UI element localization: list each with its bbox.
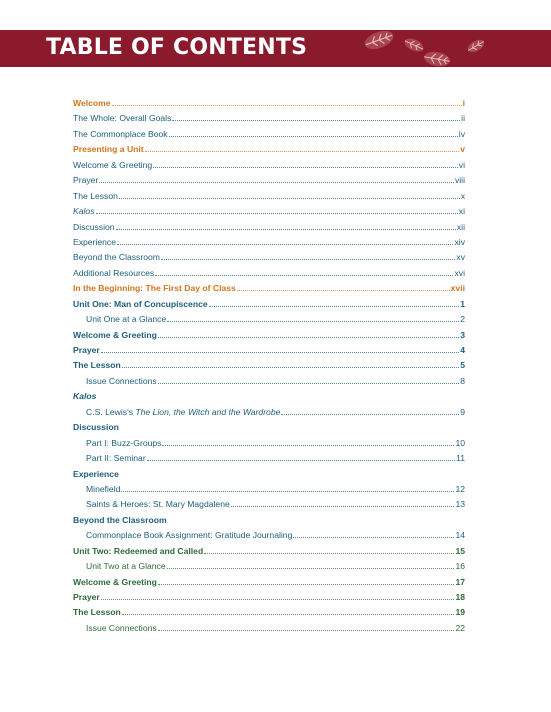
toc-entry[interactable] bbox=[73, 559, 465, 574]
toc-entry-label: Saints & Heroes: St. Mary Magdalene bbox=[86, 499, 230, 510]
toc-entry[interactable] bbox=[73, 467, 465, 482]
dot-leader bbox=[158, 377, 460, 384]
toc-entry-label: Welcome & Greeting bbox=[73, 159, 153, 170]
toc-entry-label: Unit One: Man of Concupiscence bbox=[73, 298, 208, 309]
toc-entry-label: Beyond the Classroom bbox=[73, 252, 160, 263]
toc-entry[interactable] bbox=[73, 158, 465, 173]
dot-leader bbox=[237, 284, 450, 291]
toc-entry[interactable] bbox=[73, 528, 465, 543]
toc-entry[interactable] bbox=[73, 451, 465, 466]
toc-entry[interactable] bbox=[73, 544, 465, 559]
toc-page-number: 18 bbox=[455, 592, 465, 602]
toc-entry[interactable] bbox=[73, 235, 465, 250]
toc-entry-label: Discussion bbox=[73, 221, 115, 232]
toc-page-number: viii bbox=[454, 175, 465, 186]
toc-page-number: 11 bbox=[456, 453, 465, 464]
dot-leader bbox=[167, 562, 455, 569]
toc-page-number: xiv bbox=[454, 236, 465, 247]
dot-leader bbox=[112, 99, 462, 106]
dot-leader bbox=[293, 531, 454, 538]
toc-entry-label: Additional Resources bbox=[73, 267, 155, 278]
toc-entry[interactable] bbox=[73, 142, 465, 157]
toc-entry[interactable] bbox=[73, 436, 465, 451]
toc-page-number: 22 bbox=[455, 622, 465, 633]
toc-entry-label: Experience bbox=[73, 468, 119, 479]
toc-entry[interactable] bbox=[73, 389, 465, 404]
leaf-icon bbox=[362, 29, 396, 51]
toc-page-number: 15 bbox=[455, 545, 465, 556]
dot-leader bbox=[167, 315, 459, 322]
dot-leader bbox=[119, 192, 460, 199]
toc-entry-label: Welcome bbox=[73, 98, 111, 108]
toc-page-number: 4 bbox=[460, 345, 465, 355]
toc-entry-label: The Lesson bbox=[73, 190, 118, 201]
toc-page-number: xvi bbox=[454, 267, 465, 278]
toc-entry[interactable] bbox=[73, 204, 465, 219]
dot-leader bbox=[158, 578, 455, 585]
toc-entry[interactable] bbox=[73, 127, 465, 142]
dot-leader bbox=[153, 161, 458, 168]
toc-entry[interactable] bbox=[73, 173, 465, 188]
dot-leader bbox=[99, 176, 454, 183]
dot-leader bbox=[281, 408, 459, 415]
toc-page-number: 19 bbox=[455, 607, 465, 618]
toc-entry[interactable] bbox=[73, 189, 465, 204]
toc-entry[interactable] bbox=[73, 590, 465, 605]
leaf-icon bbox=[422, 49, 452, 69]
toc-entry-label: Experience bbox=[73, 236, 116, 247]
dot-leader bbox=[172, 114, 460, 121]
toc-page-number: i bbox=[462, 98, 465, 108]
toc-page-number: xi bbox=[458, 206, 465, 217]
dot-leader bbox=[231, 500, 455, 507]
toc-page-number: iv bbox=[458, 128, 465, 139]
dot-leader bbox=[209, 300, 460, 307]
toc-entry-label: Issue Connections bbox=[86, 375, 157, 386]
toc-entry-label: In the Beginning: The First Day of Class bbox=[73, 283, 236, 294]
toc-entry-label: C.S. Lewis's The Lion, the Witch and the Wardrobe bbox=[86, 406, 281, 417]
toc-entry-label: The Commonplace Book bbox=[73, 128, 168, 139]
toc-page-number: xii bbox=[456, 221, 465, 232]
toc-page-number: 9 bbox=[460, 406, 465, 417]
toc-page-number: 1 bbox=[460, 298, 465, 309]
toc-page-number: vi bbox=[458, 159, 465, 170]
dot-leader bbox=[116, 223, 456, 230]
toc-entry-label: The Whole: Overall Goals bbox=[73, 113, 172, 124]
toc-entry-label: Discussion bbox=[73, 422, 119, 433]
toc-page-number: x bbox=[460, 190, 465, 201]
dot-leader bbox=[145, 145, 460, 152]
toc-entry-label: Prayer bbox=[73, 592, 100, 602]
toc-page-number: 3 bbox=[460, 329, 465, 340]
toc-entry[interactable] bbox=[73, 96, 465, 111]
page-title: TABLE OF CONTENTS bbox=[46, 35, 308, 60]
toc-entry[interactable] bbox=[73, 497, 465, 512]
toc-entry[interactable] bbox=[73, 328, 465, 343]
toc-entry[interactable] bbox=[73, 266, 465, 281]
toc-page-number: 10 bbox=[455, 437, 465, 448]
toc-entry[interactable] bbox=[73, 374, 465, 389]
dot-leader bbox=[147, 454, 455, 461]
toc-entry-label: Part I: Buzz-Groups bbox=[86, 437, 162, 448]
toc-entry-label: Welcome & Greeting bbox=[73, 329, 157, 340]
toc-entry-label: Unit One at a Glance bbox=[86, 314, 167, 325]
toc-entry-label: Prayer bbox=[73, 175, 99, 186]
toc-entry-label: Unit Two: Redeemed and Called bbox=[73, 545, 204, 556]
table-of-contents bbox=[73, 96, 465, 636]
toc-page-number: xv bbox=[456, 252, 465, 263]
dot-leader bbox=[158, 624, 455, 631]
dot-leader bbox=[169, 130, 458, 137]
dot-leader bbox=[158, 331, 459, 338]
toc-page-number: 14 bbox=[455, 530, 465, 541]
toc-page-number: 17 bbox=[455, 576, 465, 587]
toc-entry[interactable] bbox=[73, 250, 465, 265]
toc-entry-label: Welcome & Greeting bbox=[73, 576, 157, 587]
toc-page-number: 13 bbox=[455, 499, 465, 510]
toc-entry-label: Presenting a Unit bbox=[73, 144, 144, 155]
toc-entry-label: Issue Connections bbox=[86, 622, 157, 633]
dot-leader bbox=[122, 361, 459, 368]
toc-entry[interactable] bbox=[73, 482, 465, 497]
toc-page-number: v bbox=[460, 144, 465, 155]
toc-entry[interactable] bbox=[73, 281, 465, 296]
dot-leader bbox=[101, 346, 459, 353]
toc-entry[interactable] bbox=[73, 420, 465, 435]
toc-entry[interactable] bbox=[73, 111, 465, 126]
toc-page-number: 12 bbox=[455, 483, 465, 494]
toc-entry-label: The Lesson bbox=[73, 607, 121, 618]
toc-entry[interactable] bbox=[73, 358, 465, 373]
toc-entry-label: Prayer bbox=[73, 345, 100, 355]
toc-entry[interactable] bbox=[73, 513, 465, 528]
toc-entry-label: Unit Two at a Glance bbox=[86, 561, 166, 572]
dot-leader bbox=[204, 547, 454, 554]
dot-leader bbox=[121, 485, 454, 492]
toc-entry-label: Kalos bbox=[73, 391, 97, 402]
leaf-icon bbox=[465, 38, 487, 54]
dot-leader bbox=[101, 593, 455, 600]
toc-entry-label: Beyond the Classroom bbox=[73, 514, 167, 525]
toc-entry[interactable] bbox=[73, 343, 465, 358]
toc-entry[interactable] bbox=[73, 405, 465, 420]
toc-page-number: ii bbox=[461, 113, 465, 124]
dot-leader bbox=[117, 238, 453, 245]
toc-entry[interactable] bbox=[73, 621, 465, 636]
toc-page-number: 16 bbox=[455, 561, 465, 572]
toc-page-number: 2 bbox=[460, 314, 465, 325]
toc-entry[interactable] bbox=[73, 312, 465, 327]
toc-page-number: xvii bbox=[450, 283, 465, 294]
dot-leader bbox=[162, 439, 454, 446]
toc-entry-label: Kalos bbox=[73, 206, 95, 217]
toc-entry[interactable] bbox=[73, 297, 465, 312]
toc-entry[interactable] bbox=[73, 575, 465, 590]
dot-leader bbox=[161, 253, 455, 260]
toc-entry-label: Minefield bbox=[86, 483, 121, 494]
toc-entry-label: Part II: Seminar bbox=[86, 453, 146, 464]
toc-entry[interactable] bbox=[73, 220, 465, 235]
toc-entry[interactable] bbox=[73, 605, 465, 620]
toc-page-number: 5 bbox=[460, 360, 465, 371]
toc-page-number: 8 bbox=[460, 375, 465, 386]
toc-entry-label: Commonplace Book Assignment: Gratitude Journaling bbox=[86, 530, 293, 541]
dot-leader bbox=[122, 608, 455, 615]
dot-leader bbox=[155, 269, 453, 276]
dot-leader bbox=[96, 207, 458, 214]
toc-entry-label: The Lesson bbox=[73, 360, 121, 371]
header-banner bbox=[0, 30, 551, 67]
